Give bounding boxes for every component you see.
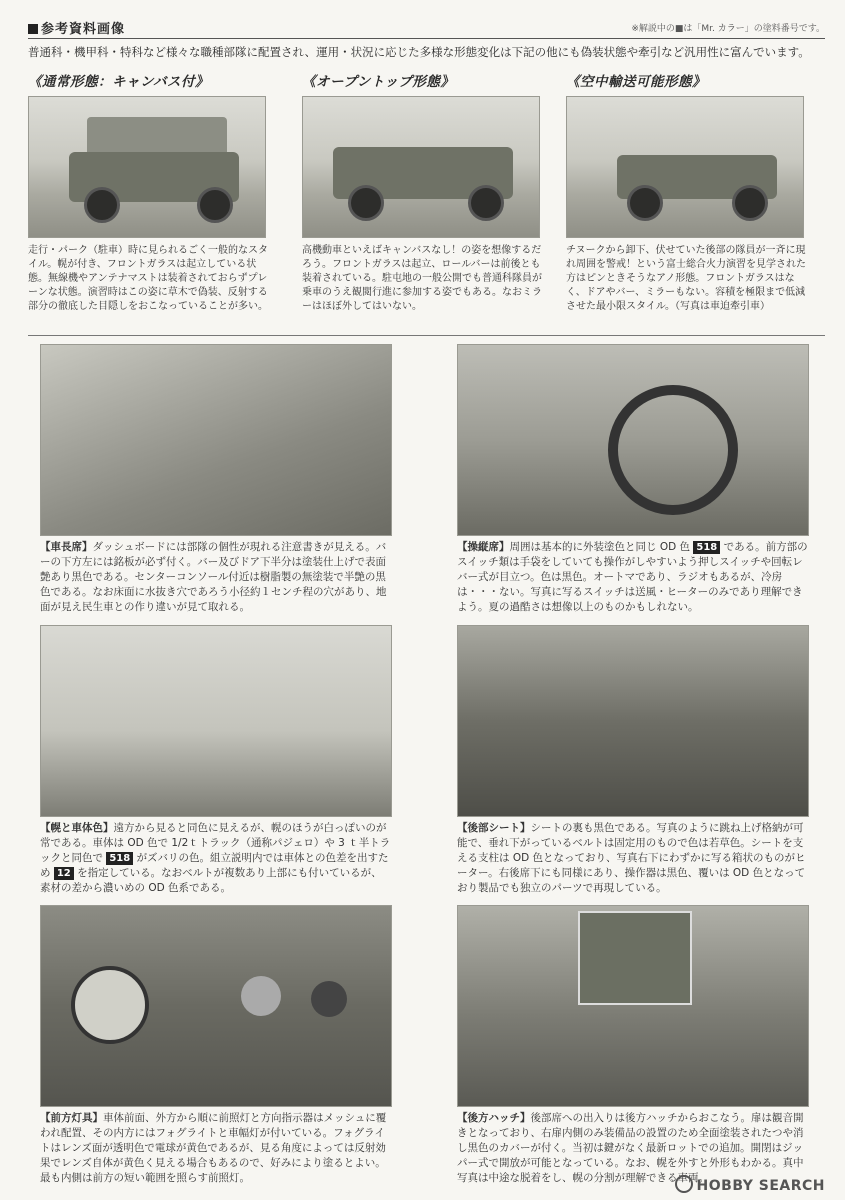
photo-canvas-color <box>40 625 392 817</box>
top-section-text: 高機動車といえばキャンバスなし！の姿を想像するだろう。フロントガラスは起立、ロールバーは前後とも装着されている。駐屯地の一般公開でも普通科隊員が乗車のうえ観閲行進に参加する姿でもある。なおミラーはほぼ外してはいない。 <box>302 245 542 312</box>
hobby-search-logo-icon <box>675 1175 693 1193</box>
intro-text: 普通科・機甲科・特科など様々な職種部隊に配置され、運用・状況に応じた多様な形態変化は下記の他にも偽装状態や牽引など汎用性に富んでいます。 <box>28 45 810 59</box>
panel-tag: 【後部シート】 <box>457 822 531 834</box>
panel-commander-seat <box>40 344 392 615</box>
panel-text: である。前方部のスイッチ類は手袋をしていても操作がしやすいよう押しスイッチや回転レバー式が目立つ。色は黒色。オートマであり、ラジオもあるが、冷房は・・・ない。写真に写るスイッチは送風・ヒーターのみであり理解できよう。夏の過酷さは想像以上のものかもしれない。 <box>457 541 808 613</box>
panel-text: を指定している。なおベルトが複数あり上部にも付いているが、素材の差から濃いめの OD 色系である。 <box>40 867 382 894</box>
section-title <box>28 18 125 37</box>
panel-text: シートの裏も黒色である。写真のように跳ね上げ格納が可能で、垂れ下がっているベルトは固定用のもので色は若草色。シートを支える支柱は OD 色となっており、写真右下にわずかに写る箱状のものがヒーター。右後席下にも同様にあり、操作器は黒色、覆いは OD 色となっており製品でも独立のパーツで再現している。 <box>457 822 806 894</box>
top-section-airlift <box>566 70 810 314</box>
panel-driver-seat <box>457 344 809 615</box>
photo-airlift <box>566 96 804 238</box>
panel-caption <box>40 540 392 615</box>
panel-tag: 【後方ハッチ】 <box>457 1112 531 1124</box>
photo-driver-seat <box>457 344 809 536</box>
panel-caption <box>40 821 392 896</box>
top-section-normal <box>28 70 272 314</box>
panel-text: 遠方から見ると同色に見えるが、幌のほうが白っぽいのが常である。車体は OD 色で 1/2ｔトラック（通称パジェロ）や 3 ｔ半トラックと同色で <box>40 822 391 864</box>
panel-caption <box>40 1111 392 1186</box>
panel-front-lights <box>40 905 392 1186</box>
top-section-heading: 《通常形態：キャンバス付》 <box>28 74 210 90</box>
panel-text: がズバリの色。組立説明内では車体との色差を出すため <box>40 852 389 879</box>
paint-code-badge: 518 <box>693 541 720 554</box>
watermark <box>675 1175 825 1194</box>
panel-tag: 【前方灯具】 <box>40 1112 103 1124</box>
panel-tag: 【幌と車体色】 <box>40 822 114 834</box>
top-section-text: チヌークから卸下、伏せていた後部の隊員が一斉に現れ周囲を警戒！という富士総合火力演習を見学された方はピンときそうなアノ形態。フロントガラスはなく、ドアやバー、ミラーもない。容積を極限まで低減させた最小限スタイル。（写真は車迫牽引車） <box>566 245 806 312</box>
photo-rear-hatch <box>457 905 809 1107</box>
square-bullet-icon <box>28 24 38 34</box>
top-section-open <box>302 70 546 314</box>
panel-rear-hatch <box>457 905 809 1186</box>
photo-canvas-vehicle <box>28 96 266 238</box>
photo-open-top <box>302 96 540 238</box>
paint-code-note: ※解説中の■は「Mr. カラー」の塗料番号です。 <box>631 24 825 34</box>
paint-code-badge: 12 <box>54 867 74 880</box>
panel-rear-seat <box>457 625 809 896</box>
panel-text: 後部席への出入りは後方ハッチからおこなう。扉は観音開きとなっており、右扉内側のみ装備品の設置のため全面塗装されたつや消し黒色のカバーが付く。当初は鍵がなく最新ロットでの追加。開閉はジッパー式で開放が可能となっている。なお、幌を外すと外形もわかる。真中写真は中途な脱着をし、幌の分割が理解できる車両。 <box>457 1112 804 1184</box>
panel-text: 周囲は基本的に外装塗色と同じ OD 色 <box>509 541 691 553</box>
photo-commander-seat <box>40 344 392 536</box>
panel-caption <box>457 821 809 896</box>
top-section-text: 走行・パーク（駐車）時に見られるごく一般的なスタイル。幌が付き、フロントガラスは起立している状態。無線機やアンテナマストは装着されておらずプレーンな状態。演習時はこの姿に草木で偽装、反射する部分の徹底した目隠しをおこなっていることが多い。 <box>28 245 268 312</box>
panel-caption <box>457 540 809 615</box>
top-section-heading: 《空中輸送可能形態》 <box>566 74 706 90</box>
panel-canvas-color <box>40 625 392 896</box>
panel-tag: 【車長席】 <box>40 541 93 553</box>
header-divider <box>28 38 825 39</box>
watermark-text: HOBBY SEARCH <box>696 1178 825 1194</box>
paint-code-badge: 518 <box>106 852 133 865</box>
top-divider <box>28 335 825 336</box>
panel-text: ダッシュボードには部隊の個性が現れる注意書きが見える。バーの下方左には銘板が必ず付く。バー及びドア下半分は塗装仕上げで表面艶あり黒色である。センターコンソール付近は樹脂製の無塗装で半艶の黒色である。なお床面に水抜き穴であろう小径約１センチ程の穴があり、地面が見え民生車との作り違いが見て取れる。 <box>40 541 387 613</box>
top-section-heading: 《オープントップ形態》 <box>302 74 455 90</box>
section-title-text: 参考資料画像 <box>41 22 126 37</box>
photo-front-lights <box>40 905 392 1107</box>
photo-rear-seat <box>457 625 809 817</box>
panel-text: 車体前面、外方から順に前照灯と方向指示器はメッシュに覆われ配置、その内方にはフォグライトと車幅灯が付いている。フォグライトはレンズ面が透明色で電球が黄色であるが、見る角度によっては反射効果でレンズ自体が黄色く見える場合もあるので、好みにより塗るとよい。最も内側は前方の短い範囲を照らす前照灯。 <box>40 1112 387 1184</box>
panel-tag: 【操縦席】 <box>457 541 510 553</box>
